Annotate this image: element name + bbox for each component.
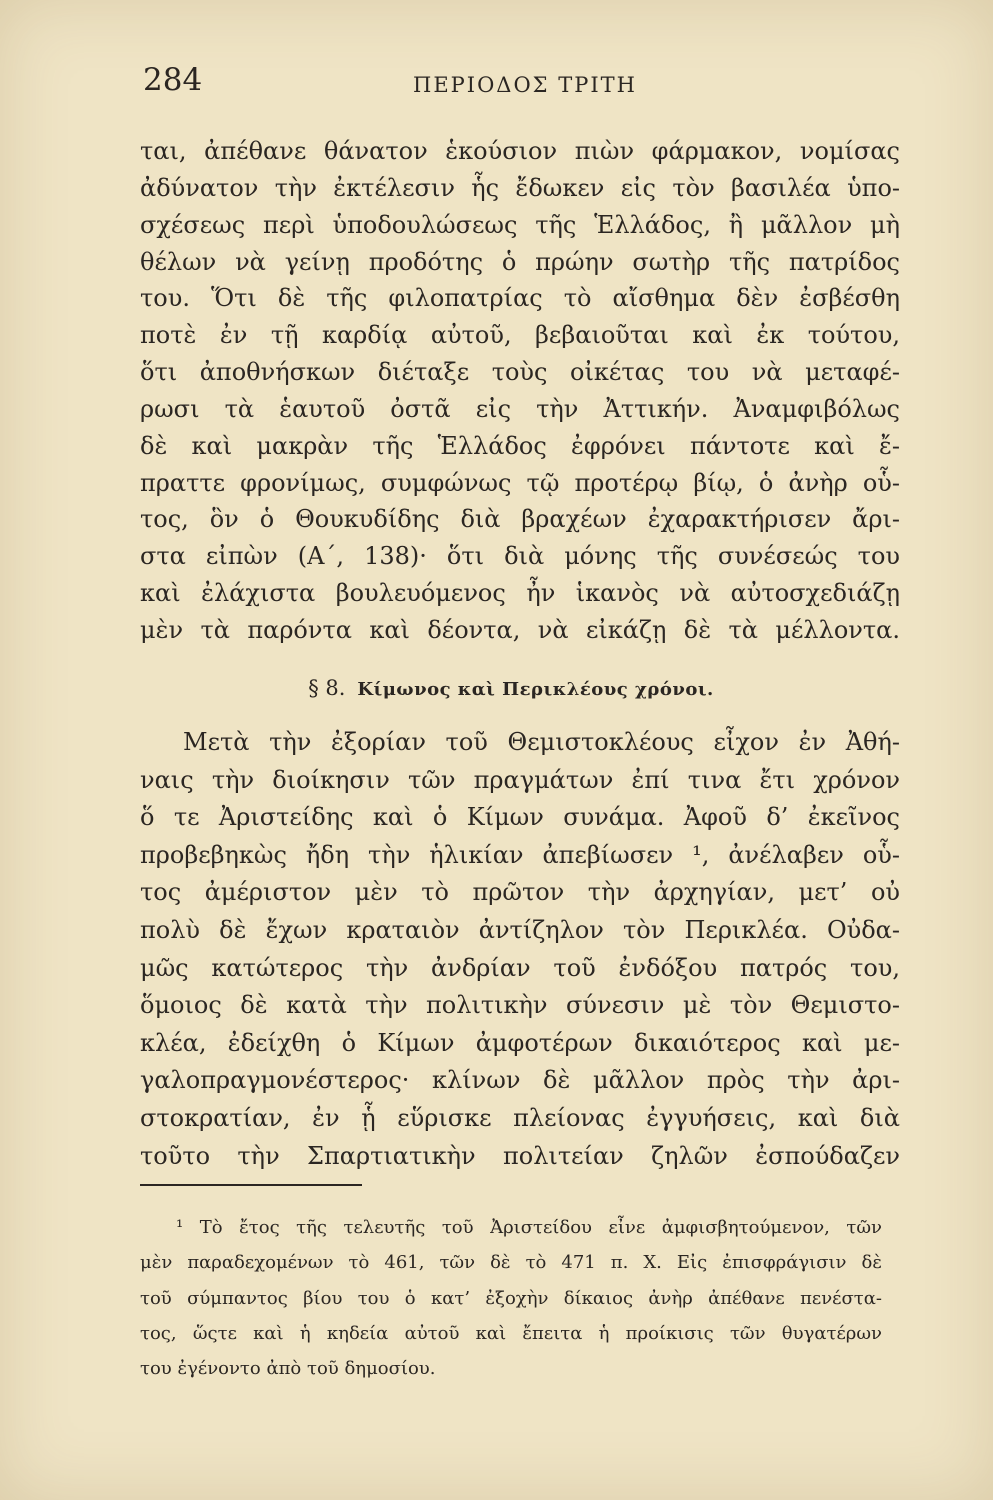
body-text-line: τοῦτο τὴν Σπαρτιατικὴν πολιτείαν ζηλῶν ἐσπούδαζεν [140,1141,900,1170]
body-text-line: πολὺ δὲ ἔχων κραταιὸν ἀντίζηλον τὸν Περικλέα. Οὐδα- [140,915,900,944]
body-text-line: στοκρατίαν, ἐν ᾗ εὕρισκε πλείονας ἐγγυήσεις, καὶ διὰ [140,1103,900,1132]
footnote [140,1210,882,1386]
body-text-line: πραττε φρονίμως, συμφώνως τῷ προτέρῳ βίῳ, ὁ ἀνὴρ οὗ- [140,468,900,497]
body-text-line: τος ἀμέριστον μὲν τὸ πρῶτον τὴν ἀρχηγίαν, μετ’ οὐ [140,878,900,907]
body-text-line: Μετὰ τὴν ἐξορίαν τοῦ Θεμιστοκλέους εἶχον ἐν Ἀθή- [183,728,900,756]
body-text-line: καὶ ἐλάχιστα βουλευόμενος ἦν ἱκανὸς νὰ αὐτοσχεδιάζῃ [140,579,900,608]
body-text-line: ὅμοιος δὲ κατὰ τὴν πολιτικὴν σύνεσιν μὲ τὸν Θεμιστο- [140,991,900,1020]
body-text-line: στα εἰπὼν (Α΄, 138)· ὅτι διὰ μόνης τῆς συνέσεώς του [140,542,900,571]
section-number: § 8. [308,676,346,700]
footnote-line: τοῦ σύμπαντος βίου του ὁ κατ’ ἐξοχὴν δίκαιος ἀνὴρ ἀπέθανε πενέστα- [140,1287,882,1309]
body-text-line: κλέα, ἐδείχθη ὁ Κίμων ἀμφοτέρων δικαιότερος καὶ με- [140,1028,900,1057]
body-text-line: μὲν τὰ παρόντα καὶ δέοντα, νὰ εἰκάζῃ δὲ τὰ μέλλοντα. [140,615,900,644]
body-text-line: τος, ὃν ὁ Θουκυδίδης διὰ βραχέων ἐχαρακτήρισεν ἄρι- [140,505,900,534]
section-heading [140,673,882,703]
footnote-line: τος, ὥςτε καὶ ἡ κηδεία αὐτοῦ καὶ ἔπειτα ἡ προίκισις τῶν θυγατέρων [140,1322,882,1344]
body-text-line: θέλων νὰ γείνῃ προδότης ὁ πρώην σωτὴρ τῆς πατρίδος [140,247,900,276]
page-number: 284 [143,62,203,98]
body-text-line: δὲ καὶ μακρὰν τῆς Ἑλλάδος ἐφρόνει πάντοτε καὶ ἔ- [140,431,900,460]
body-text-line: σχέσεως περὶ ὑποδουλώσεως τῆς Ἑλλάδος, ἢ μᾶλλον μὴ [140,210,900,239]
body-text-line: γαλοπραγμονέστερος· κλίνων δὲ μᾶλλον πρὸς τὴν ἀρι- [140,1066,900,1095]
body-text-line: ρωσι τὰ ἑαυτοῦ ὀστᾶ εἰς τὴν Ἀττικήν. Ἀναμφιβόλως [140,394,900,423]
body-text-line: ὅ τε Ἀριστείδης καὶ ὁ Κίμων συνάμα. Ἀφοῦ δ’ ἐκεῖνος [140,803,900,832]
footnote-line: του ἐγένοντο ἀπὸ τοῦ δημοσίου. [140,1358,436,1380]
body-text-line: ναις τὴν διοίκησιν τῶν πραγμάτων ἐπί τινα ἔτι χρόνον [140,765,900,794]
paragraph [140,133,900,649]
body-text-line: ται, ἀπέθανε θάνατον ἑκούσιον πιὼν φάρμακον, νομίσας [140,137,900,165]
running-title: ΠΕΡΙΟΔΟΣ ΤΡΙΤΗ [413,73,637,97]
body-text-line: μῶς κατώτερος τὴν ἀνδρίαν τοῦ ἐνδόξου πατρός του, [140,953,900,982]
section-title: Κίμωνος καὶ Περικλέους χρόνοι. [357,679,714,700]
body-text-line: ἀδύνατον τὴν ἐκτέλεσιν ἧς ἔδωκεν εἰς τὸν βασιλέα ὑπο- [140,173,900,202]
paragraph [140,724,900,1175]
body-text-line: ποτὲ ἐν τῇ καρδίᾳ αὐτοῦ, βεβαιοῦται καὶ ἐκ τούτου, [140,321,900,350]
footnote-line: μὲν παραδεχομένων τὸ 461, τῶν δὲ τὸ 471 π. Χ. Εἰς ἐπισφράγισιν δὲ [140,1252,882,1274]
body-text-line: του. Ὅτι δὲ τῆς φιλοπατρίας τὸ αἴσθημα δὲν ἐσβέσθη [140,284,900,313]
body-text-line: προβεβηκὼς ἤδη τὴν ἡλικίαν ἀπεβίωσεν ¹, ἀνέλαβεν οὗ- [140,840,900,869]
footnote-rule [140,1184,362,1186]
body-text-line: ὅτι ἀποθνήσκων διέταξε τοὺς οἰκέτας του νὰ μεταφέ- [140,358,900,387]
footnote-line: ¹ Τὸ ἔτος τῆς τελευτῆς τοῦ Ἀριστείδου εἶνε ἀμφισβητούμενον, τῶν [176,1217,882,1238]
